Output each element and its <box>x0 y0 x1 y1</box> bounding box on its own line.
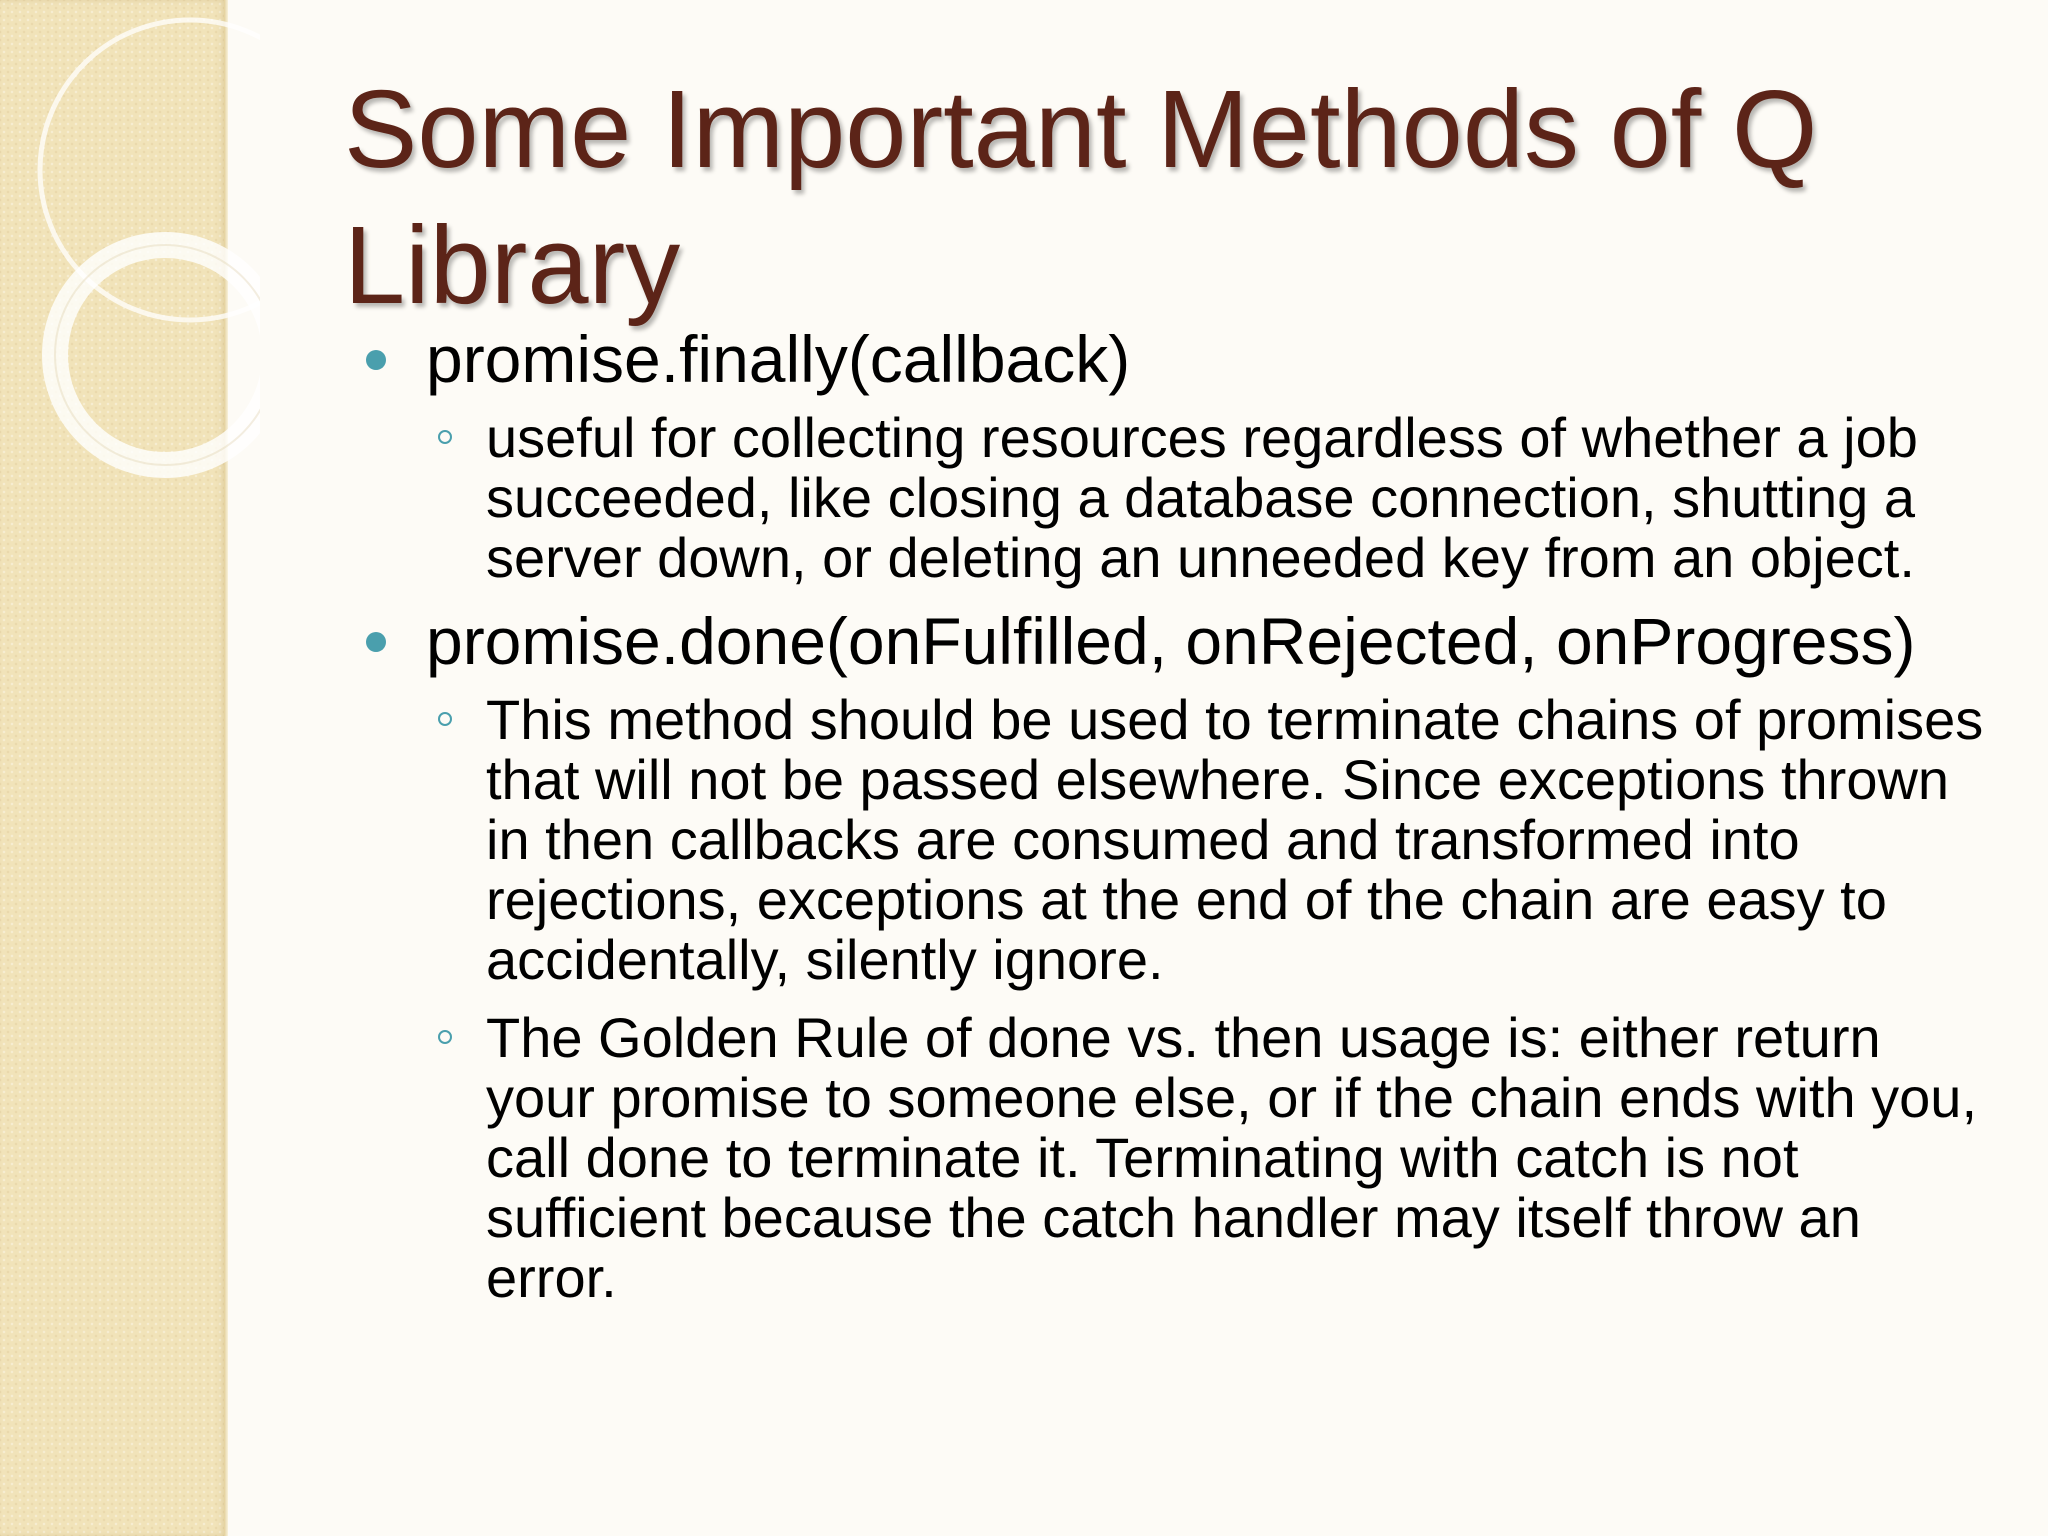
list-item-label: promise.done(onFulfilled, onRejected, onProgress) <box>426 604 1916 678</box>
bullet-icon <box>366 632 386 652</box>
sub-list-item-text: This method should be used to terminate chains of promises that will not be passed elsewhere. Since exceptions thrown in then callbacks are consumed and transformed into rejections, exceptions at the end of the chain are easy to accidentally, silently ignore. <box>486 688 1984 991</box>
list-item-label: promise.finally(callback) <box>426 322 1131 396</box>
slide-title: Some Important Methods of Q Library <box>344 68 1818 327</box>
sub-bullet-icon <box>438 430 452 444</box>
sub-list-item <box>354 408 1984 588</box>
sub-list-item-text: useful for collecting resources regardless of whether a job succeeded, like closing a database connection, shutting a server down, or deleting an unneeded key from an object. <box>486 406 1918 589</box>
decorative-circles <box>0 0 260 520</box>
bullet-icon <box>366 350 386 370</box>
sub-bullet-icon <box>438 1030 452 1044</box>
list-item <box>354 604 1984 678</box>
sub-list-item-text: The Golden Rule of done vs. then usage is: either return your promise to someone else, or if the chain ends with you, call done to terminate it. Terminating with catch is not sufficient because the catch handler may itself throw an error. <box>486 1006 1977 1309</box>
sub-list-item <box>354 1008 1984 1308</box>
sub-bullet-icon <box>438 712 452 726</box>
list-item <box>354 322 1984 396</box>
sub-list-item <box>354 690 1984 990</box>
bullet-list <box>354 322 1984 1309</box>
